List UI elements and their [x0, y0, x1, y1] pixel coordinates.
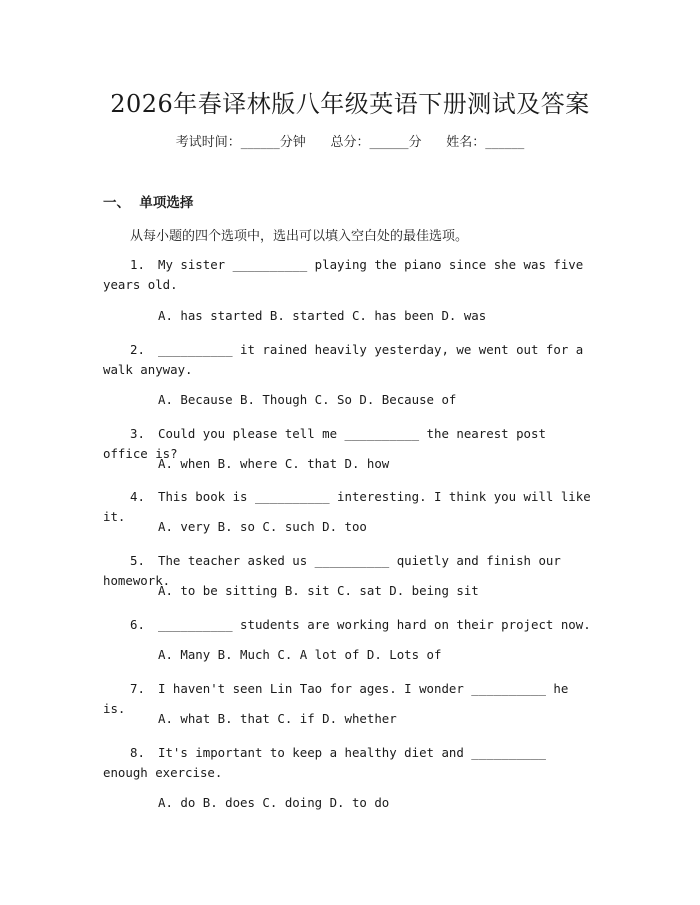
question-text: My sister __________ playing the piano since she was five years old.: [103, 257, 584, 292]
question-text: It's important to keep a healthy diet and __________ enough exercise.: [103, 745, 546, 780]
question-text: __________ it rained heavily yesterday, we went out for a walk anyway.: [103, 342, 584, 377]
question-number: 1.: [130, 257, 145, 272]
question-text: This book is __________ interesting. I think you will like it.: [103, 489, 591, 524]
question-6-options: A. Many B. Much C. A lot of D. Lots of: [158, 647, 442, 662]
question-3-options: A. when B. where C. that D. how: [158, 456, 390, 471]
question-text: __________ students are working hard on their project now.: [158, 617, 591, 632]
question-1: [103, 255, 598, 295]
question-2-options: A. Because B. Though C. So D. Because of: [158, 392, 457, 407]
question-text: I haven't seen Lin Tao for ages. I wonder __________ he is.: [103, 681, 569, 716]
document-title: 2026年春译林版八年级英语下册测试及答案: [110, 90, 590, 118]
question-number: 6.: [130, 617, 145, 632]
question-number: 2.: [130, 342, 145, 357]
question-7-options: A. what B. that C. if D. whether: [158, 711, 397, 726]
question-8-options: A. do B. does C. doing D. to do: [158, 795, 390, 810]
question-number: 7.: [130, 681, 145, 696]
question-number: 3.: [130, 426, 145, 441]
question-8: [103, 743, 598, 783]
question-2: [103, 340, 598, 380]
question-6: [103, 615, 598, 635]
section-heading: 一、 单项选择: [103, 195, 194, 211]
question-5-options: A. to be sitting B. sit C. sat D. being sit: [158, 583, 479, 598]
question-number: 8.: [130, 745, 145, 760]
question-1-options: A. has started B. started C. has been D. was: [158, 308, 487, 323]
question-number: 4.: [130, 489, 145, 504]
section-instruction: 从每小题的四个选项中，选出可以填入空白处的最佳选项。: [130, 229, 469, 244]
question-number: 5.: [130, 553, 145, 568]
exam-meta-line: 考试时间：______分钟 总分：______分 姓名：______: [175, 135, 525, 150]
question-4-options: A. very B. so C. such D. too: [158, 519, 367, 534]
question-text: Could you please tell me __________ the nearest post office is?: [103, 426, 546, 461]
question-text: The teacher asked us __________ quietly and finish our homework.: [103, 553, 561, 588]
